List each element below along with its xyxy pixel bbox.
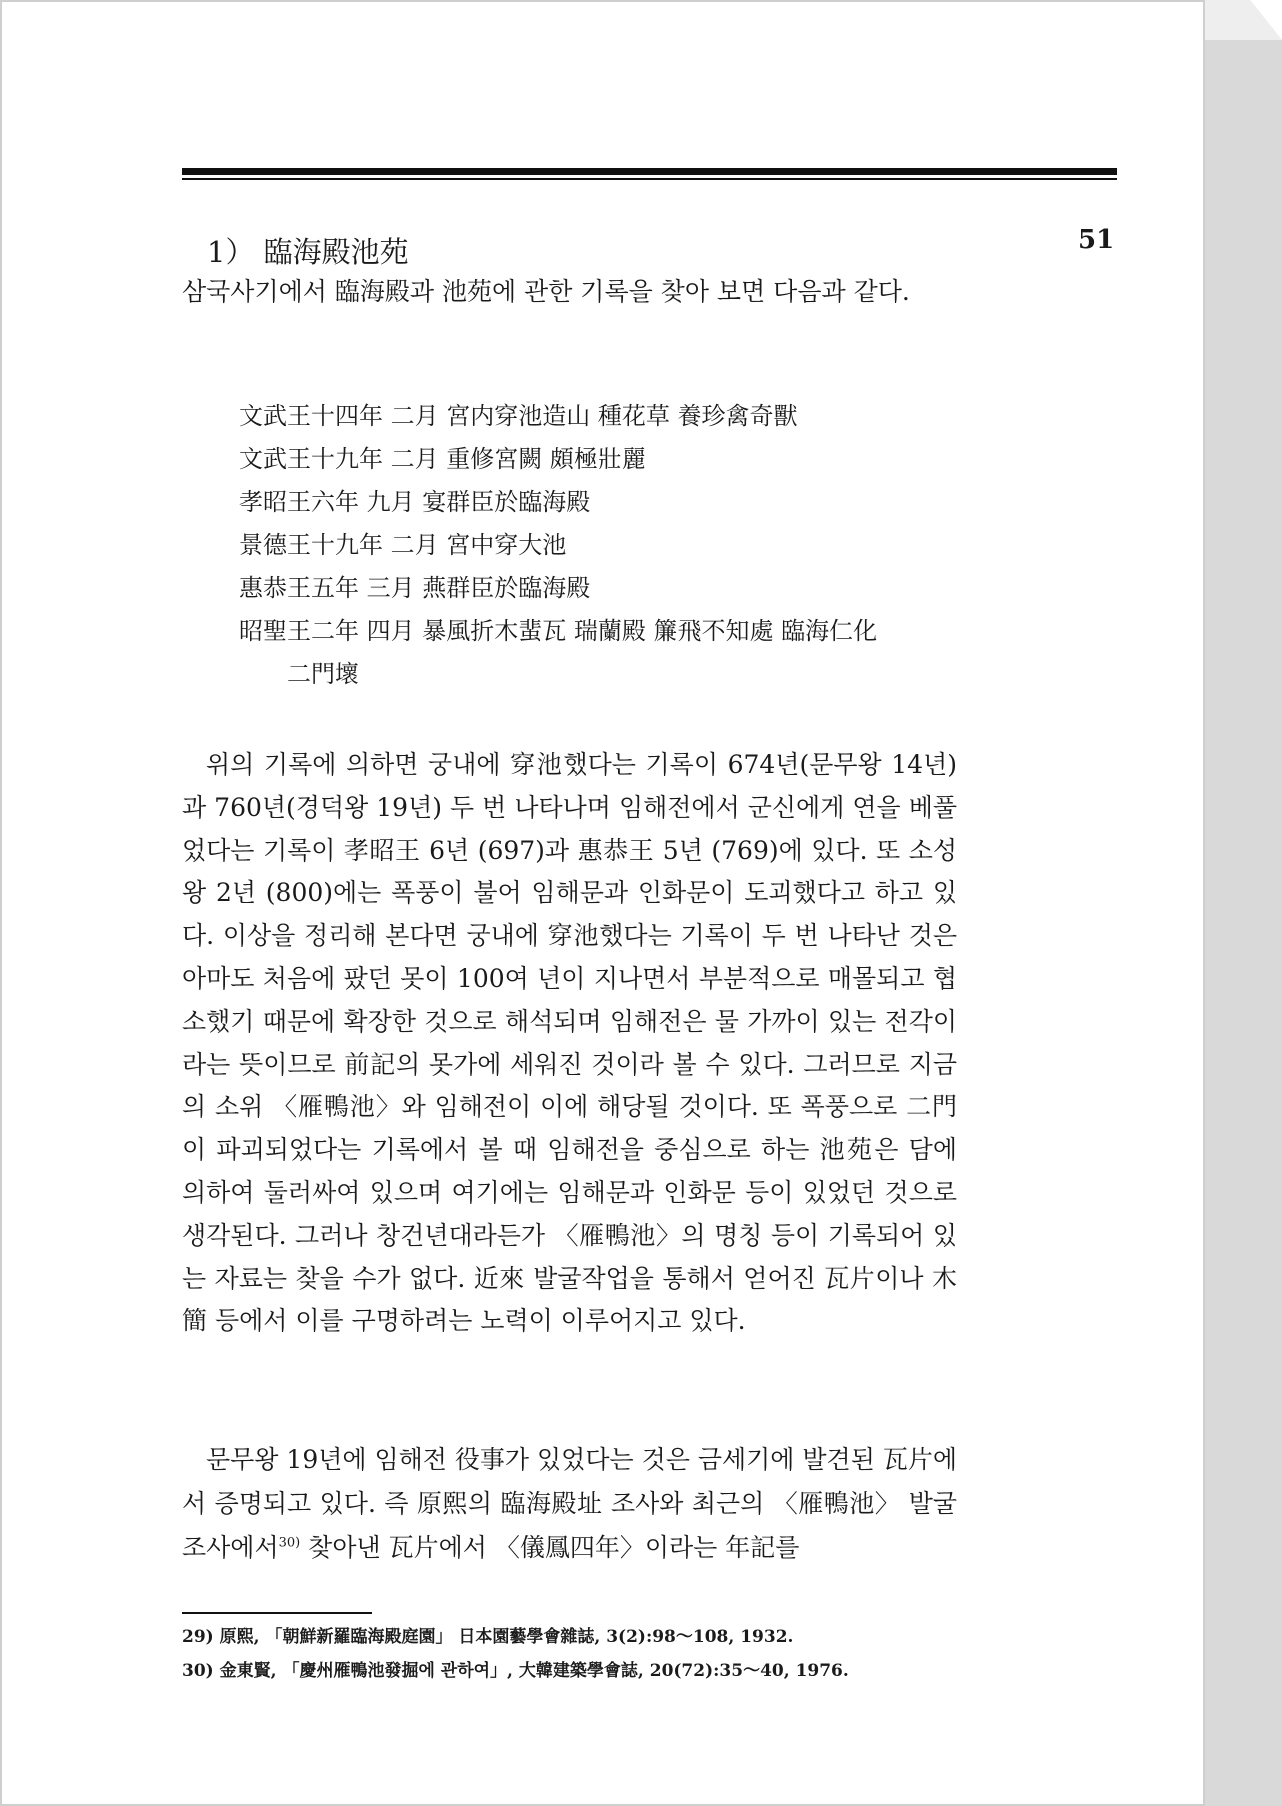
header-rule-thick xyxy=(182,168,1117,175)
record-line: 文武王十四年 二月 宮内穿池造山 種花草 養珍禽奇獸 xyxy=(239,402,798,430)
page-number: 51 xyxy=(1078,225,1115,255)
chronicle-records xyxy=(239,395,979,696)
record-line: 惠恭王五年 三月 燕群臣於臨海殿 xyxy=(239,574,591,602)
body-paragraph-2-text-cont: 찾아낸 瓦片에서 〈儀鳳四年〉이라는 年記를 xyxy=(300,1533,800,1562)
record-line-continuation: 二門壞 xyxy=(287,660,359,688)
header-rule-thin xyxy=(182,178,1117,180)
record-line: 昭聖王二年 四月 暴風折木蜚瓦 瑞蘭殿 簾飛不知處 臨海仁化 xyxy=(239,617,878,645)
footnote-29: 29) 原熙, 「朝鮮新羅臨海殿庭園」 日本園藝學會雜誌, 3(2):98～108, 1932. xyxy=(182,1627,794,1647)
footnotes xyxy=(182,1620,1022,1688)
record-line: 景德王十九年 二月 宮中穿大池 xyxy=(239,531,567,559)
footnote-ref-30: 30) xyxy=(278,1535,301,1551)
section-title: 1） 臨海殿池苑 xyxy=(207,235,409,269)
footnote-rule xyxy=(182,1612,372,1614)
record-line: 文武王十九年 二月 重修宮闕 頗極壯麗 xyxy=(239,445,646,473)
body-paragraph-2 xyxy=(182,1438,957,1570)
footnote-30: 30) 金東賢, 「慶州雁鴨池發掘에 관하여」, 大韓建築學會誌, 20(72):35～40, 1976. xyxy=(182,1661,849,1681)
record-line: 孝昭王六年 九月 宴群臣於臨海殿 xyxy=(239,488,591,516)
body-paragraph-1: 위의 기록에 의하면 궁내에 穿池했다는 기록이 674년(문무왕 14년)과 760년(경덕왕 19년) 두 번 나타나며 임해전에서 군신에게 연을 베풀었다는 기록이 孝昭王 6년 (697)과 惠恭王 5년 (769)에 있다. 또 소성왕 2년 (800)에는 폭풍이 불어 임해문과 인화문이 도괴했다고 하고 있다. 이상을 정리해 본다면 궁내에 穿池했다는 기록이 두 번 나타난 것은 아마도 처음에 팠던 못이 100여 년이 지나면서 부분적으로 매몰되고 협소했기 때문에 확장한 것으로 해석되며 임해전은 물 가까이 있는 전각이라는 뜻이므로 前記의 못가에 세워진 것이라 볼 수 있다. 그러므로 지금의 소위 〈雁鴨池〉와 임해전이 이에 해당될 것이다. 또 폭풍으로 二門이 파괴되었다는 기록에서 볼 때 임해전을 중심으로 하는 池苑은 담에 의하여 둘러싸여 있으며 여기에는 임해문과 인화문 등이 있었던 것으로 생각된다. 그러나 창건년대라든가 〈雁鴨池〉의 명칭 등이 기록되어 있는 자료는 찾을 수가 없다. 近來 발굴작업을 통해서 얻어진 瓦片이나 木簡 등에서 이를 구명하려는 노력이 이루어지고 있다. xyxy=(182,750,957,1336)
intro-paragraph: 삼국사기에서 臨海殿과 池苑에 관한 기록을 찾아 보면 다음과 같다. xyxy=(182,277,910,306)
body-paragraph-2-text: 문무왕 19년에 임해전 役事가 있었다는 것은 금세기에 발견된 瓦片에서 증명되고 있다. 즉 原熙의 臨海殿址 조사와 최근의 〈雁鴨池〉 발굴조사에서 xyxy=(182,1445,957,1562)
